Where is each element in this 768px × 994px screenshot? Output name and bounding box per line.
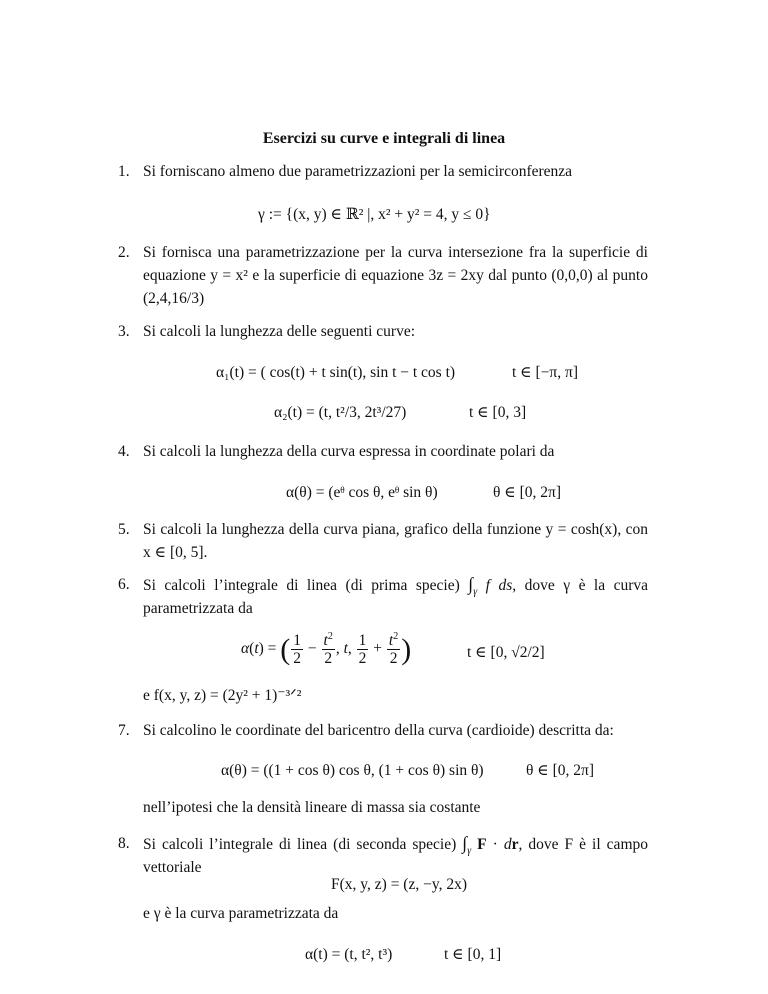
integrand: F [477, 836, 487, 853]
exercise-text-after: , dove F è il campo vettoriale [143, 836, 648, 876]
formula-alpha2: α₂(t) = (t, t²/3, 2t³/27) [274, 404, 407, 421]
exercise-text: Si calcolino le coordinate del baricentro della curva (cardioide) descritta da: [143, 722, 614, 739]
exercise-number: 7. [118, 722, 130, 739]
exercise-4 [118, 440, 648, 463]
exercise-7 [118, 719, 648, 742]
integral-symbol: $\int_\gamma$ [462, 833, 472, 857]
formula-cardioid: α(θ) = ((1 + cos θ) cos θ, (1 + cos θ) sin θ) [221, 762, 484, 779]
exercise-text: Si fornisca una parametrizzazione per la curva intersezione fra la superficie di equazione y = x² e la superficie di equazione 3z = 2xy dal punto (0,0,0) al punto (2,4,16/3) [143, 244, 648, 307]
exercise-1 [118, 160, 648, 183]
document-title: Esercizi su curve e integrali di linea [262, 130, 506, 147]
formula-curve8-domain: t ∈ [0, 1] [444, 946, 502, 963]
formula-field: F(x, y, z) = (z, −y, 2x) [331, 876, 467, 893]
formula-curve8: α(t) = (t, t², t³) [305, 946, 393, 963]
exercise-text-before: Si calcoli l’integrale di linea (di prima specie) [143, 577, 460, 594]
exercise-7-tail: nell’ipotesi che la densità lineare di massa sia costante [143, 799, 481, 816]
formula-ex6-curve: α(t) = ( $\frac{1}{2}$ − $\frac{t^2}{2}$ , t, $\frac{1}{2}$ + $\frac{t^2}{2}$ ) [241, 630, 412, 667]
exercise-text: Si calcoli la lunghezza della curva piana, grafico della funzione y = cosh(x), con x ∈ [0, 5]. [143, 521, 648, 561]
exercise-text [143, 573, 648, 620]
integrand: f ds [485, 577, 513, 594]
exercise-number: 6. [118, 576, 130, 593]
formula-polar: α(θ) = (eᶿ cos θ, eᶿ sin θ) [286, 484, 438, 501]
exercise-text: Si calcoli l’integrale di linea (di seconda specie) $\int_\gamma$ F · dr, dove F è il campo vettoriale [143, 833, 648, 876]
exercise-text: Si calcoli la lunghezza della curva espressa in coordinate polari da [143, 443, 555, 460]
exercise-5 [118, 518, 648, 564]
exercise-number: 1. [118, 163, 130, 180]
exercise-text-before: Si calcoli l’integrale di linea (di seconda specie) [143, 836, 457, 853]
formula-alpha1-domain: t ∈ [−π, π] [512, 364, 578, 381]
formula-alpha2-domain: t ∈ [0, 3] [469, 404, 527, 421]
exercise-text: Si forniscano almeno due parametrizzazioni per la semicirconferenza [143, 163, 573, 180]
exercise-6 [118, 573, 648, 620]
exercise-number: 2. [118, 244, 130, 261]
exercise-text-after: , dove γ è la curva parametrizzata da [143, 577, 649, 617]
exercise-text: Si calcoli la lunghezza delle seguenti curve: [143, 323, 415, 340]
integral-symbol: $\int_\gamma$ [468, 574, 478, 598]
exercise-2 [118, 241, 648, 310]
exercise-8 [118, 832, 648, 879]
exercise-number: 5. [118, 521, 130, 538]
exercise-number: 3. [118, 323, 130, 340]
formula-polar-domain: θ ∈ [0, 2π] [493, 484, 562, 501]
exercise-number: 8. [118, 835, 130, 852]
exercise-number: 4. [118, 443, 130, 460]
exercise-8-tail: e γ è la curva parametrizzata da [143, 905, 339, 922]
formula-cardioid-domain: θ ∈ [0, 2π] [526, 762, 595, 779]
formula-alpha1: α₁(t) = ( cos(t) + t sin(t), sin t − t cos t) [216, 364, 456, 381]
exercise-3 [118, 320, 648, 343]
formula-ex6-domain: t ∈ [0, √2/2] [467, 644, 545, 661]
formula-semicircle: γ := {(x, y) ∈ ℝ² |, x² + y² = 4, y ≤ 0} [258, 206, 491, 223]
exercise-6-tail: e f(x, y, z) = (2y² + 1)⁻³ᐟ² [143, 687, 302, 704]
